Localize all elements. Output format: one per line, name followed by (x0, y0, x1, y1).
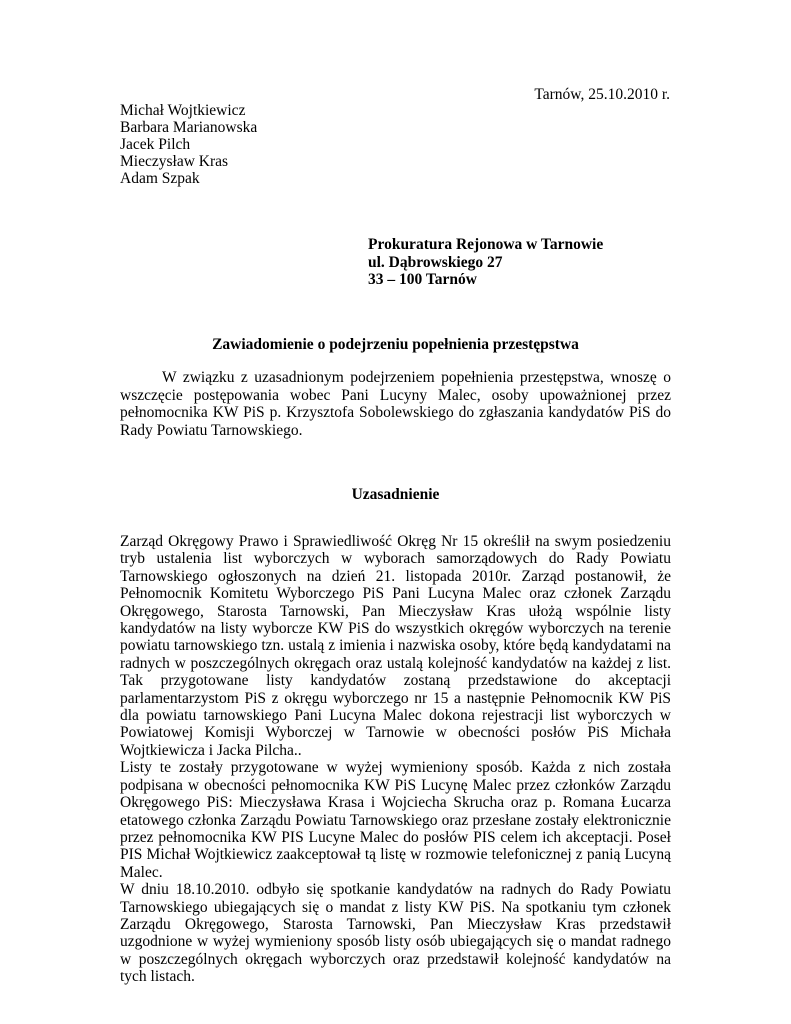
body-paragraph: W dniu 18.10.2010. odbyło się spotkanie kandydatów na radnych do Rady Powiatu Tarnowskiego ubiegających się o mandat z listy KW PiS. Na spotkaniu tym członek Zarządu Okręgowego, Starosta Tarnowski, Pan Mieczysław Kras przedstawił uzgodnione w wyżej wymieniony sposób listy osób ubiegających się o mandat radnego w poszczególnych okręgach wyborczych oraz przedstawił kolejność kandydatów na tych listach. (120, 881, 671, 986)
sender-name: Barbara Marianowska (120, 119, 258, 136)
document-title: Zawiadomienie o podejrzeniu popełnienia przestępstwa (212, 336, 579, 353)
recipient-city: 33 – 100 Tarnów (368, 271, 477, 288)
sender-name: Mieczysław Kras (120, 153, 229, 170)
justification-heading: Uzasadnienie (351, 486, 440, 503)
intro-paragraph: W związku z uzasadnionym podejrzeniem popełnienia przestępstwa, wnoszę o wszczęcie postępowania wobec Pani Lucyny Malec, osoby upoważnionej przez pełnomocnika KW PiS p. Krzysztofa Sobolewskiego do zgłaszania kandydatów PiS do Rady Powiatu Tarnowskiego. (120, 369, 671, 439)
recipient-address (368, 236, 603, 289)
recipient-name: Prokuratura Rejonowa w Tarnowie (368, 236, 604, 253)
body-paragraph: Listy te zostały przygotowane w wyżej wymieniony sposób. Każda z nich została podpisana w obecności pełnomocnika KW PiS Lucynę Malec przez członków Zarządu Okręgowego PiS: Mieczysława Krasa i Wojciecha Skrucha oraz p. Romana Łucarza etatowego członka Zarządu Powiatu Tarnowskiego oraz przesłane zostały elektronicznie przez pełnomocnika KW PIS Lucyne Malec do posłów PIS celem ich akceptacji. Poseł PIS Michał Wojtkiewicz zaakceptował tą listę w rozmowie telefonicznej z panią Lucyną Malec. (120, 759, 671, 881)
sender-name: Adam Szpak (120, 170, 200, 187)
sender-name: Michał Wojtkiewicz (120, 102, 246, 119)
sender-name: Jacek Pilch (120, 136, 191, 153)
body-paragraph: Zarząd Okręgowy Prawo i Sprawiedliwość Okręg Nr 15 określił na swym posiedzeniu tryb ustalenia list wyborczych w wyborach samorządowych do Rady Powiatu Tarnowskiego ogłoszonych na dzień 21. listopada 2010r. Zarząd postanowił, że Pełnomocnik Komitetu Wyborczego PiS Pani Lucyna Malec oraz członek Zarządu Okręgowego, Starosta Tarnowski, Pan Mieczysław Kras ułożą wspólnie listy kandydatów na listy wyborcze KW PiS do wszystkich okręgów wyborczych na terenie powiatu tarnowskiego tzn. ustalą z imienia i nazwiska osoby, które będą kandydatami na radnych w poszczególnych okręgach oraz ustalą kolejność kandydatów na każdej z list. Tak przygotowane listy kandydatów zostaną przedstawione do akceptacji parlamentarzystom PiS z okręgu wyborczego nr 15 a następnie Pełnomocnik KW PiS dla powiatu tarnowskiego Pani Lucyna Malec dokona rejestracji list wyborczych w Powiatowej Komisji Wyborczej w Tarnowie w obecności posłów PiS Michała Wojtkiewicza i Jacka Pilcha.. (120, 533, 671, 759)
sender-list (120, 102, 257, 187)
justification-body (120, 533, 671, 986)
letter-date: Tarnów, 25.10.2010 r. (534, 86, 670, 103)
recipient-street: ul. Dąbrowskiego 27 (368, 253, 503, 271)
